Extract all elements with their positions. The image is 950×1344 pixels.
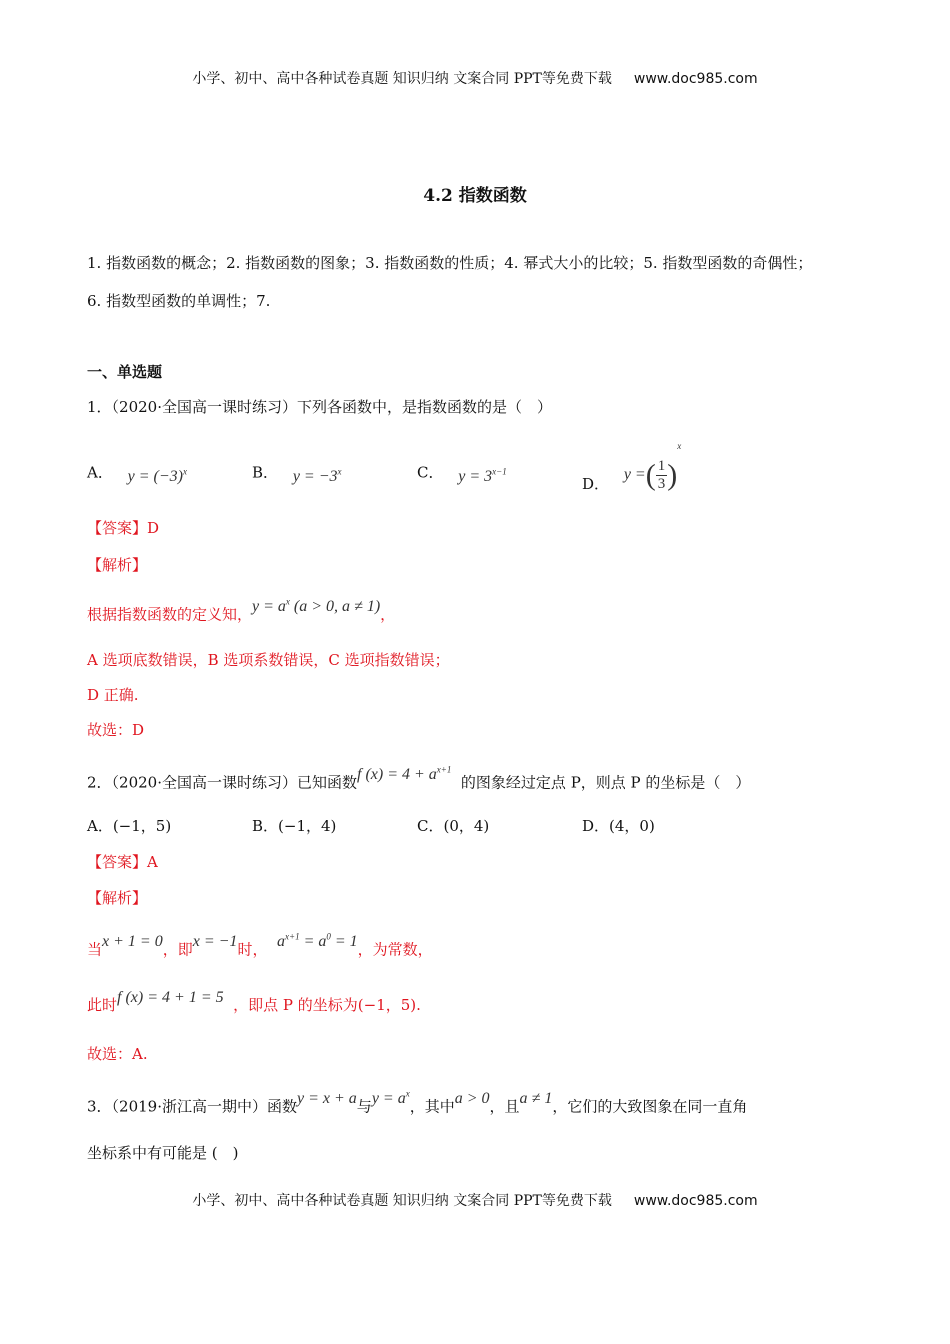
page-header bbox=[0, 68, 950, 88]
section-heading: 一、单选题 bbox=[87, 363, 163, 381]
topics-line-1: 1. 指数函数的概念；2. 指数函数的图象；3. 指数函数的性质；4. 幂式大小的比较；5. 指数型函数的奇偶性； bbox=[87, 254, 813, 272]
q1-option-c: C． $y = 3^{x-1}$ bbox=[417, 463, 507, 486]
q1-option-a: A． $y = (-3)^x$ bbox=[87, 463, 187, 486]
q1-option-d: D． y =( $\frac{1}{3}$ )$^x$ bbox=[582, 441, 682, 493]
q1-conclusion: 故选：D bbox=[87, 721, 145, 739]
q2-stem: 2．（2020·全国高一课时练习）已知函数f $(x) = 4 + a^{x+1}$ 的图象经过定点 P，则点 P 的坐标是（ ） bbox=[87, 765, 751, 792]
page-footer bbox=[0, 1190, 950, 1210]
q1-explanation-3: D 正确. bbox=[87, 686, 139, 704]
footer-url[interactable]: www.doc985.com bbox=[633, 1193, 758, 1209]
q2-answer: 【答案】A bbox=[87, 853, 158, 871]
q2-option-b: B．(−1，4) bbox=[252, 817, 337, 835]
q3-stem-line-2: 坐标系中有可能是 ( ) bbox=[87, 1144, 239, 1162]
q2-explanation-2: 此时f (x) = 4 + 1 = 5 ，即点 P 的坐标为(−1，5). bbox=[87, 989, 421, 1014]
q1-explanation-2: A 选项底数错误，B 选项系数错误，C 选项指数错误； bbox=[87, 651, 450, 669]
q2-explanation-1: 当x + 1 = 0，即x = −1时， $a^{x+1} = a^0 = 1$，为常数， bbox=[87, 932, 433, 959]
q1-answer: 【答案】D bbox=[87, 519, 160, 537]
q3-stem: 3．（2019·浙江高一期中）函数y = x + a与$y = a^x$，其中a > 0，且a ≠ 1，它们的大致图象在同一直角 bbox=[87, 1089, 748, 1116]
q2-conclusion: 故选：A. bbox=[87, 1045, 148, 1063]
q2-option-c: C．(0，4) bbox=[417, 817, 490, 835]
page-title: 4.2 指数函数 bbox=[423, 186, 527, 206]
q1-option-b: B． $y = -3^x$ bbox=[252, 463, 342, 486]
q1-explanation-1: 根据指数函数的定义知，$y = a^x$ (a > 0, a ≠ 1)， bbox=[87, 597, 396, 624]
q1-stem: 1．（2020·全国高一课时练习）下列各函数中，是指数函数的是（ ） bbox=[87, 398, 552, 416]
q2-option-a: A．(−1，5) bbox=[87, 817, 172, 835]
q1-analysis-label: 【解析】 bbox=[87, 556, 148, 574]
q2-option-d: D．(4，0) bbox=[582, 817, 655, 835]
footer-text: 小学、初中、高中各种试卷真题 知识归纳 文案合同 PPT等免费下载 bbox=[192, 1193, 612, 1209]
header-text: 小学、初中、高中各种试卷真题 知识归纳 文案合同 PPT等免费下载 bbox=[192, 71, 612, 87]
header-url[interactable]: www.doc985.com bbox=[633, 71, 758, 87]
q2-analysis-label: 【解析】 bbox=[87, 889, 148, 907]
topics-line-2: 6. 指数型函数的单调性；7. bbox=[87, 292, 271, 310]
